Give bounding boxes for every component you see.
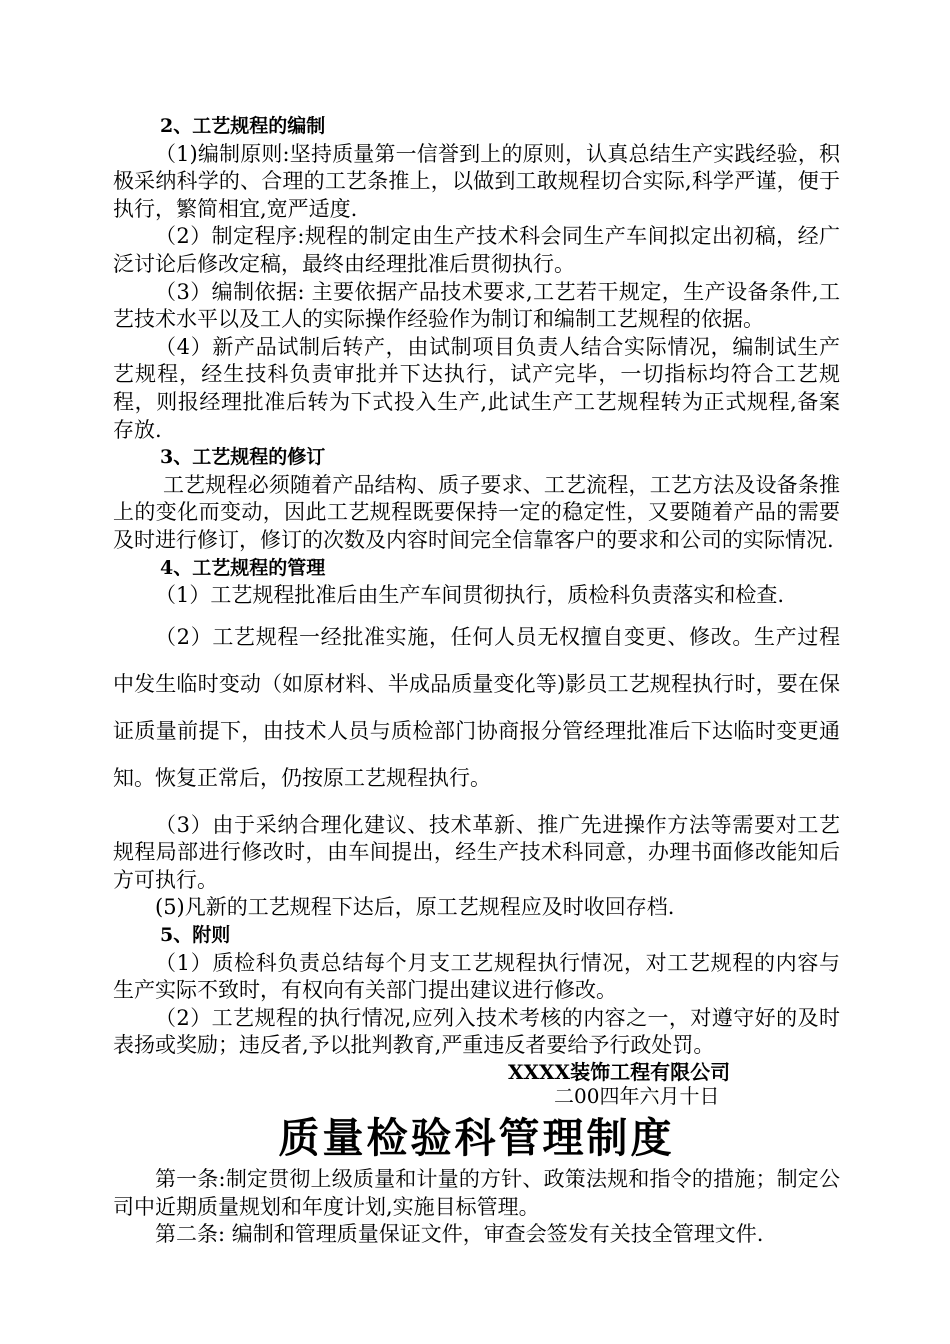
s4-paragraph-5: (5)凡新的工艺规程下达后，原工艺规程应及时收回存档. <box>155 895 675 920</box>
signature-company: XXXX装饰工程有限公司 <box>508 1060 731 1085</box>
s2-paragraph-3: （3）编制依据: 主要依据产品技术要求,工艺若干规定，生产设备条件,工艺技术水平以及工人的实际操作经验作为制订和编制工艺规程的依据。 <box>113 279 840 332</box>
s4-paragraph-3: （3）由于采纳合理化建议、技术革新、推广先进操作方法等需要对工艺规程局部进行修改时，由车间提出，经生产技术科同意，办理书面修改能知后方可执行。 <box>113 812 840 892</box>
s4-paragraph-2: （2）工艺规程一经批准实施，任何人员无权擅自变更、修改。生产过程中发生临时变动（如原材料、半成品质量变化等)影员工艺规程执行时，要在保证质量前提下，由技术人员与质检部门协商报分管经理批准后下达临时变更通知。恢复正常后，仍按原工艺规程执行。 <box>113 624 840 790</box>
section-3-heading: 3、工艺规程的修订 <box>160 446 326 469</box>
section-2-heading: 2、工艺规程的编制 <box>160 115 326 137</box>
article-2: 第二条: 编制和管理质量保证文件，审查会签发有关技全管理文件. <box>155 1222 764 1247</box>
document-body <box>113 113 840 1249</box>
s2-paragraph-1: （1)编制原则:坚持质量第一信誉到上的原则，认真总结生产实践经验，积极采纳科学的、合理的工艺条推上，以做到工敢规程切合实际,科学严谨，便于执行，繁简相宜,宽严适度. <box>113 141 840 221</box>
s5-paragraph-2: （2）工艺规程的执行情况,应列入技术考核的内容之一，对遵守好的及时表扬或奖励；违反者,予以批判教育,严重违反者要给予行政处罚。 <box>113 1005 840 1058</box>
s5-paragraph-1: （1）质检科负责总结每个月支工艺规程执行情况，对工艺规程的内容与生产实际不致时，有权向有关部门提出建议进行修改。 <box>113 950 840 1003</box>
signature-date: 二00四年六月十日 <box>554 1084 720 1109</box>
s4-paragraph-1: （1）工艺规程批准后由生产车间贯彻执行，质检科负责落实和检查. <box>155 583 785 608</box>
article-1: 第一条:制定贯彻上级质量和计量的方针、政策法规和指令的措施；制定公司中近期质量规划和年度计划,实施目标管理。 <box>113 1167 840 1219</box>
s2-paragraph-4: （4）新产品试制后转产，由试制项目负责人结合实际情况，编制试生产艺规程，经生技科负责审批并下达执行，试产完毕，一切指标均符合工艺规程，则报经理批准后转为下式投入生产,此试生产工艺规程转为正式规程,备案存放. <box>113 334 840 442</box>
section-4-heading: 4、工艺规程的管理 <box>160 556 326 579</box>
document-title: 质量检验科管理制度 <box>278 1114 675 1163</box>
s3-paragraph-1: 工艺规程必须随着产品结构、质子要求、工艺流程，工艺方法及设备条推上的变化而变动，因此工艺规程既要保持一定的稳定性，又要随着产品的需要及时进行修订，修订的次数及内容时间完全信靠客户的要求和公司的实际情况. <box>113 472 840 552</box>
s2-paragraph-2: （2）制定程序:规程的制定由生产技术科会同生产车间拟定出初稿，经广泛讨论后修改定稿，最终由经理批准后贯彻执行。 <box>113 224 840 276</box>
section-5-heading: 5、附则 <box>160 924 231 947</box>
